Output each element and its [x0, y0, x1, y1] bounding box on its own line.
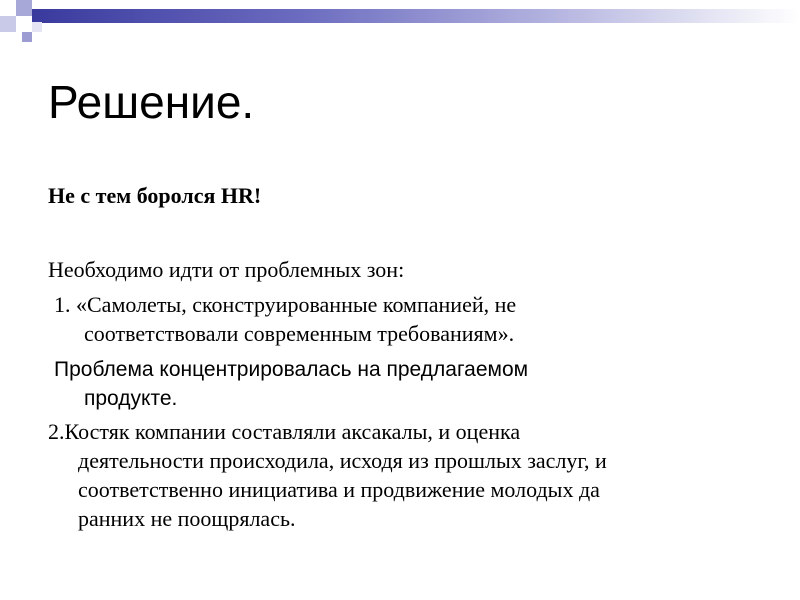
list-item-1: [48, 290, 768, 348]
decor-square: [16, 16, 32, 32]
list-item-1-line-2: соответствовали современным требованиям».: [84, 321, 515, 346]
intro-text: Необходимо идти от проблемных зон:: [48, 257, 405, 282]
problem-note: [48, 355, 768, 413]
decor-square: [0, 0, 16, 16]
list-item-2-line-2: деятельности происходила, исходя из прошлых заслуг, и: [78, 448, 607, 473]
list-item-1-line-1: 1. «Самолеты, сконструированные компанией, не: [54, 292, 517, 317]
slide-body: [48, 255, 768, 533]
problem-note-line-1: Проблема концентрировалась на предлагаемом: [54, 358, 529, 381]
decor-square: [22, 32, 32, 42]
header-gradient-band: [32, 9, 800, 23]
list-item-2-line-4: ранних не поощрялась.: [78, 506, 296, 531]
problem-note-line-2: продукте.: [84, 387, 178, 410]
decor-square: [32, 22, 42, 32]
decor-square: [16, 0, 32, 16]
list-item-2: [48, 417, 768, 533]
slide-title: Решение.: [48, 76, 255, 128]
slide-subtitle: Не с тем боролся HR!: [48, 183, 262, 208]
decor-square: [0, 16, 16, 32]
list-item-2-line-1: 2.Костяк компании составляли аксакалы, и оценка: [48, 419, 521, 444]
list-item-2-line-3: соответственно инициатива и продвижение молодых да: [78, 477, 600, 502]
